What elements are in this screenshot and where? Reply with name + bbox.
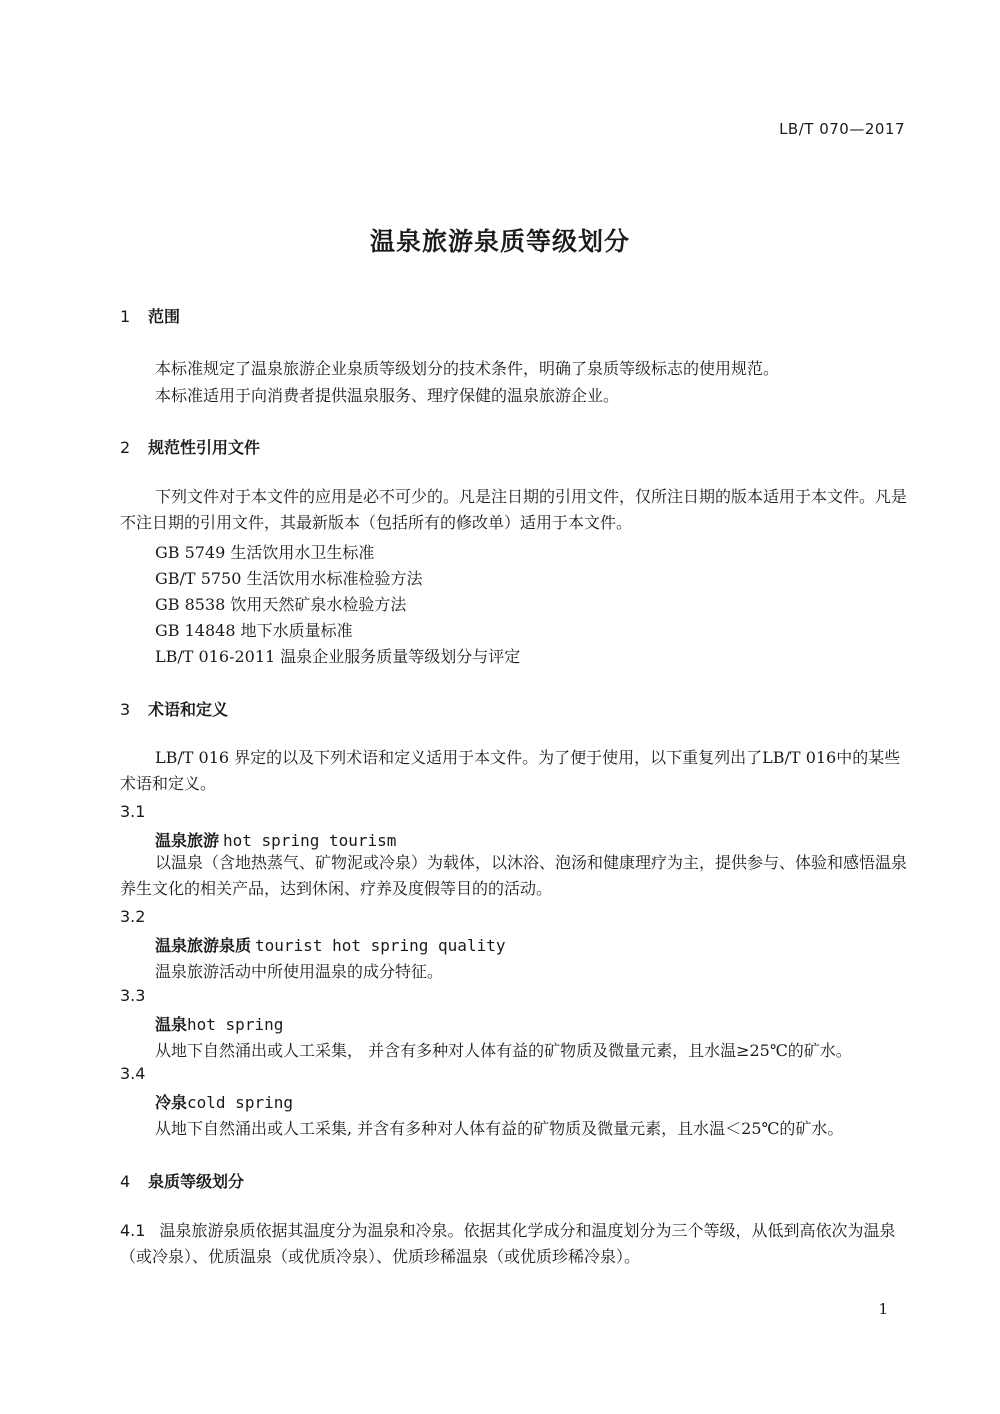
- clause-4-1: [120, 1218, 910, 1270]
- term-en: cold spring: [187, 1093, 293, 1112]
- term-zh: 温泉: [155, 1015, 188, 1034]
- term-definition: 从地下自然涌出或人工采集, 并含有多种对人体有益的矿物质及微量元素，且水温＜25℃的矿水。: [155, 1119, 844, 1138]
- section-4-title: 泉质等级划分: [148, 1172, 245, 1191]
- section-2-intro: 下列文件对于本文件的应用是必不可少的。凡是注日期的引用文件，仅所注日期的版本适用于本文件。凡是不注日期的引用文件，其最新版本（包括所有的修改单）适用于本文件。: [120, 487, 908, 532]
- section-3-title: 术语和定义: [148, 700, 229, 719]
- section-1-para-2: 本标准适用于向消费者提供温泉服务、理疗保健的温泉旅游企业。: [155, 386, 620, 405]
- term-definition: 温泉旅游活动中所使用温泉的成分特征。: [155, 962, 444, 981]
- reference-item: GB 14848 地下水质量标准: [155, 621, 353, 640]
- document-code: LB/T 070—2017: [779, 120, 905, 138]
- term-en: hot spring tourism: [223, 831, 397, 850]
- section-2-number: 2: [120, 438, 131, 457]
- reference-item: GB 8538 饮用天然矿泉水检验方法: [155, 595, 407, 614]
- term-zh: 温泉旅游泉质: [155, 936, 252, 955]
- section-1-para-1: 本标准规定了温泉旅游企业泉质等级划分的技术条件，明确了泉质等级标志的使用规范。: [155, 359, 780, 378]
- section-1-number: 1: [120, 307, 131, 326]
- reference-item: LB/T 016-2011 温泉企业服务质量等级划分与评定: [155, 647, 521, 666]
- term-number: 3.3: [120, 986, 146, 1005]
- section-4-heading: [120, 1169, 244, 1192]
- section-4-number: 4: [120, 1172, 131, 1191]
- section-2-heading: [120, 435, 260, 458]
- term-number: 3.2: [120, 907, 146, 926]
- page-number: 1: [878, 1300, 888, 1318]
- term-definition: 从地下自然涌出或人工采集， 并含有多种对人体有益的矿物质及微量元素，且水温≥25℃的矿水。: [155, 1041, 852, 1060]
- term-heading: [155, 828, 396, 851]
- term-en: tourist hot spring quality: [255, 936, 506, 955]
- reference-item: GB 5749 生活饮用水卫生标准: [155, 543, 375, 562]
- section-1-heading: [120, 304, 180, 327]
- section-3-intro: LB/T 016 界定的以及下列术语和定义适用于本文件。为了便于使用，以下重复列出了LB/T 016中的某些术语和定义。: [120, 748, 901, 793]
- term-heading: [155, 1090, 293, 1113]
- section-2-title: 规范性引用文件: [148, 438, 261, 457]
- section-1-title: 范围: [148, 307, 181, 326]
- term-en: hot spring: [187, 1015, 284, 1034]
- clause-number: 4.1: [120, 1221, 146, 1240]
- reference-item: GB/T 5750 生活饮用水标准检验方法: [155, 569, 423, 588]
- section-3-number: 3: [120, 700, 131, 719]
- term-number: 3.4: [120, 1064, 146, 1083]
- term-number: 3.1: [120, 802, 146, 821]
- term-heading: [155, 1012, 283, 1035]
- section-3-heading: [120, 697, 228, 720]
- term-definition: 以温泉（含地热蒸气、矿物泥或冷泉）为载体，以沐浴、泡汤和健康理疗为主，提供参与、体验和感悟温泉养生文化的相关产品，达到休闲、疗养及度假等目的的活动。: [120, 853, 908, 898]
- term-heading: [155, 933, 505, 956]
- document-title: 温泉旅游泉质等级划分: [369, 227, 630, 256]
- term-zh: 温泉旅游: [155, 831, 220, 850]
- clause-text: 温泉旅游泉质依据其温度分为温泉和冷泉。依据其化学成分和温度划分为三个等级，从低到高依次为温泉（或冷泉）、优质温泉（或优质冷泉）、优质珍稀温泉（或优质珍稀冷泉）。: [120, 1221, 896, 1266]
- term-zh: 冷泉: [155, 1093, 188, 1112]
